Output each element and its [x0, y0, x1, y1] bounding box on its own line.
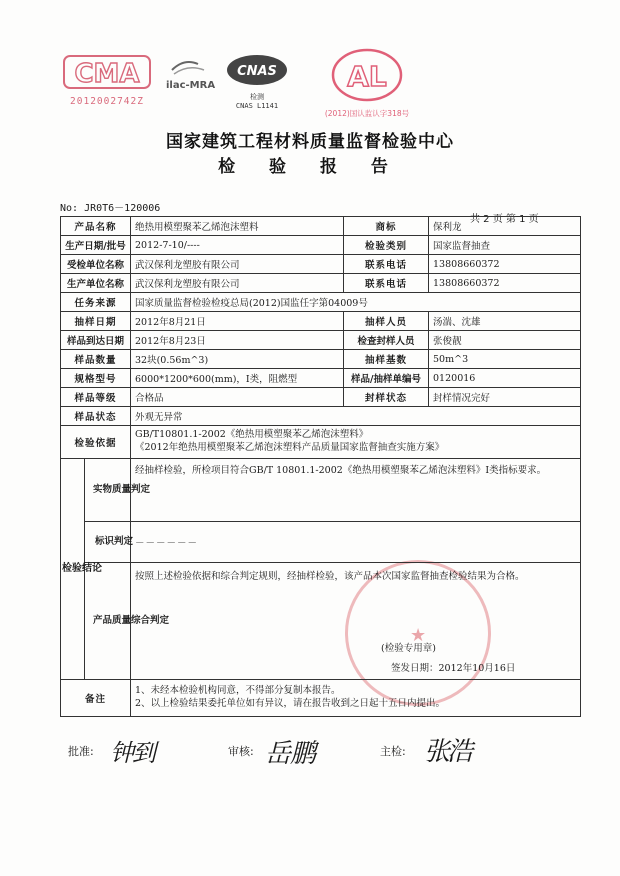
grade-label: 样品等级: [61, 388, 131, 407]
conclusion-label: 检验结论: [61, 459, 85, 680]
phone1: 13808660372: [429, 255, 581, 274]
table-row: [61, 388, 581, 407]
table-row: [61, 563, 581, 680]
task-label: 任务来源: [61, 293, 131, 312]
svg-text:CMA: CMA: [74, 59, 140, 89]
cma-logo: [62, 52, 152, 112]
remark-label: 备注: [61, 680, 131, 717]
sample-date-label: 抽样日期: [61, 312, 131, 331]
client: 武汉保利龙塑胶有限公司: [131, 255, 344, 274]
cma-number: 2012002742Z: [70, 96, 144, 107]
test-type: 国家监督抽查: [429, 236, 581, 255]
sampler: 汤湍、沈雄: [429, 312, 581, 331]
prod-date: 2012-7-10/----: [131, 236, 344, 255]
product-name: 绝热用模塑聚苯乙烯泡沫塑料: [131, 217, 344, 236]
sample-no-label: 样品/抽样单编号: [344, 369, 429, 388]
phys-result: 经抽样检验，所检项目符合GB/T 10801.1-2002《绝热用模塑聚苯乙烯泡沫塑料》Ⅰ类指标要求。: [131, 459, 581, 522]
main-label: 主检:: [380, 745, 406, 758]
state: 外观无异常: [131, 407, 581, 426]
ilac-mra-logo: [164, 56, 226, 96]
client-label: 受检单位名称: [61, 255, 131, 274]
cnas-sub2: CNAS L1141: [235, 102, 279, 110]
report-title: 检 验 报 告: [218, 157, 402, 177]
phone1-label: 联系电话: [344, 255, 429, 274]
page-count: 共 2 页 第 1 页: [470, 214, 539, 225]
base: 50m^3: [429, 350, 581, 369]
report-org-title: 国家建筑工程材料质量监督检验中心: [166, 132, 454, 152]
sealer-label: 检查封样人员: [344, 331, 429, 350]
phone2-label: 联系电话: [344, 274, 429, 293]
main-signature: 张浩: [424, 737, 471, 767]
cnas-sub1: 检测: [250, 93, 264, 101]
cma-mark-icon: [62, 52, 152, 92]
sampler-label: 抽样人员: [344, 312, 429, 331]
task: 国家质量监督检验检疫总局(2012)国监任字第04009号: [131, 293, 581, 312]
trademark: 保利龙: [429, 217, 581, 236]
svg-text:ilac-MRA: ilac-MRA: [166, 80, 216, 91]
grade: 合格品: [131, 388, 344, 407]
sealer: 张俊靓: [429, 331, 581, 350]
remark-line-2: 2、以上检验结果委托单位如有异议，请在报告收到之日起十五日内提出。: [135, 698, 446, 709]
overall-label: 产品质量综合判定: [85, 563, 131, 680]
issue-date: 签发日期：2012年10月16日: [391, 663, 516, 674]
table-row: [61, 293, 581, 312]
base-label: 抽样基数: [344, 350, 429, 369]
mark-label: 标识判定: [85, 522, 131, 563]
review-signature: 岳鹏: [265, 739, 316, 769]
review-label: 审核:: [228, 745, 254, 758]
test-type-label: 检验类别: [344, 236, 429, 255]
sample-date: 2012年8月21日: [131, 312, 344, 331]
product-name-label: 产品名称: [61, 217, 131, 236]
arrive-date-label: 样品到达日期: [61, 331, 131, 350]
qty: 32块(0.56m^3): [131, 350, 344, 369]
table-row: [61, 369, 581, 388]
table-row: [61, 312, 581, 331]
remark-cell: [131, 680, 581, 717]
arrive-date: 2012年8月23日: [131, 331, 344, 350]
table-row: [61, 217, 581, 236]
table-row: [61, 331, 581, 350]
basis-cell: [131, 426, 581, 459]
report-number: No: JR0T6－120006: [60, 203, 161, 214]
approve-signature: 钟到: [110, 739, 154, 767]
overall-result: 按照上述检验依据和综合判定规则，经抽样检验，该产品本次国家监督抽查检验结果为合格。: [135, 571, 525, 582]
svg-text:AL: AL: [347, 60, 387, 93]
signature-row: [0, 735, 620, 775]
svg-text:CNAS: CNAS: [237, 64, 277, 79]
basis-line-1: GB/T10801.1-2002《绝热用模塑聚苯乙烯泡沫塑料》: [135, 429, 369, 441]
report-table: [60, 216, 581, 717]
state-label: 样品状态: [61, 407, 131, 426]
table-row: [61, 407, 581, 426]
maker-label: 生产单位名称: [61, 274, 131, 293]
qty-label: 样品数量: [61, 350, 131, 369]
trademark-label: 商标: [344, 217, 429, 236]
approve-label: 批准:: [68, 745, 94, 758]
remark-line-1: 1、未经本检验机构同意，不得部分复制本报告。: [135, 685, 341, 697]
table-row: [61, 255, 581, 274]
seal-label: 封样状态: [344, 388, 429, 407]
table-row: [61, 236, 581, 255]
table-row: [61, 680, 581, 717]
maker: 武汉保利龙塑胶有限公司: [131, 274, 344, 293]
prod-date-label: 生产日期/批号: [61, 236, 131, 255]
spec-label: 规格型号: [61, 369, 131, 388]
mark-result: －－－－－－: [131, 522, 581, 563]
stamp-star-icon: ★: [410, 625, 427, 646]
overall-cell: [131, 563, 581, 680]
sample-no: 0120016: [429, 369, 581, 388]
basis-label: 检验依据: [61, 426, 131, 459]
table-row: [61, 459, 581, 522]
phone2: 13808660372: [429, 274, 581, 293]
cal-number: (2012)国认监认字318号: [324, 109, 410, 118]
cal-logo: [312, 48, 422, 118]
basis-line-2: 《2012年绝热用模塑聚苯乙烯泡沫塑料产品质量国家监督抽查实施方案》: [135, 442, 445, 453]
stamp-note: (检验专用章): [381, 643, 436, 654]
table-row: [61, 426, 581, 459]
cnas-logo: [224, 52, 290, 112]
table-row: [61, 274, 581, 293]
phys-label: 实物质量判定: [85, 459, 131, 522]
table-row: [61, 522, 581, 563]
spec: 6000*1200*600(mm)，Ⅰ类，阻燃型: [131, 369, 344, 388]
seal: 封样情况完好: [429, 388, 581, 407]
table-row: [61, 350, 581, 369]
